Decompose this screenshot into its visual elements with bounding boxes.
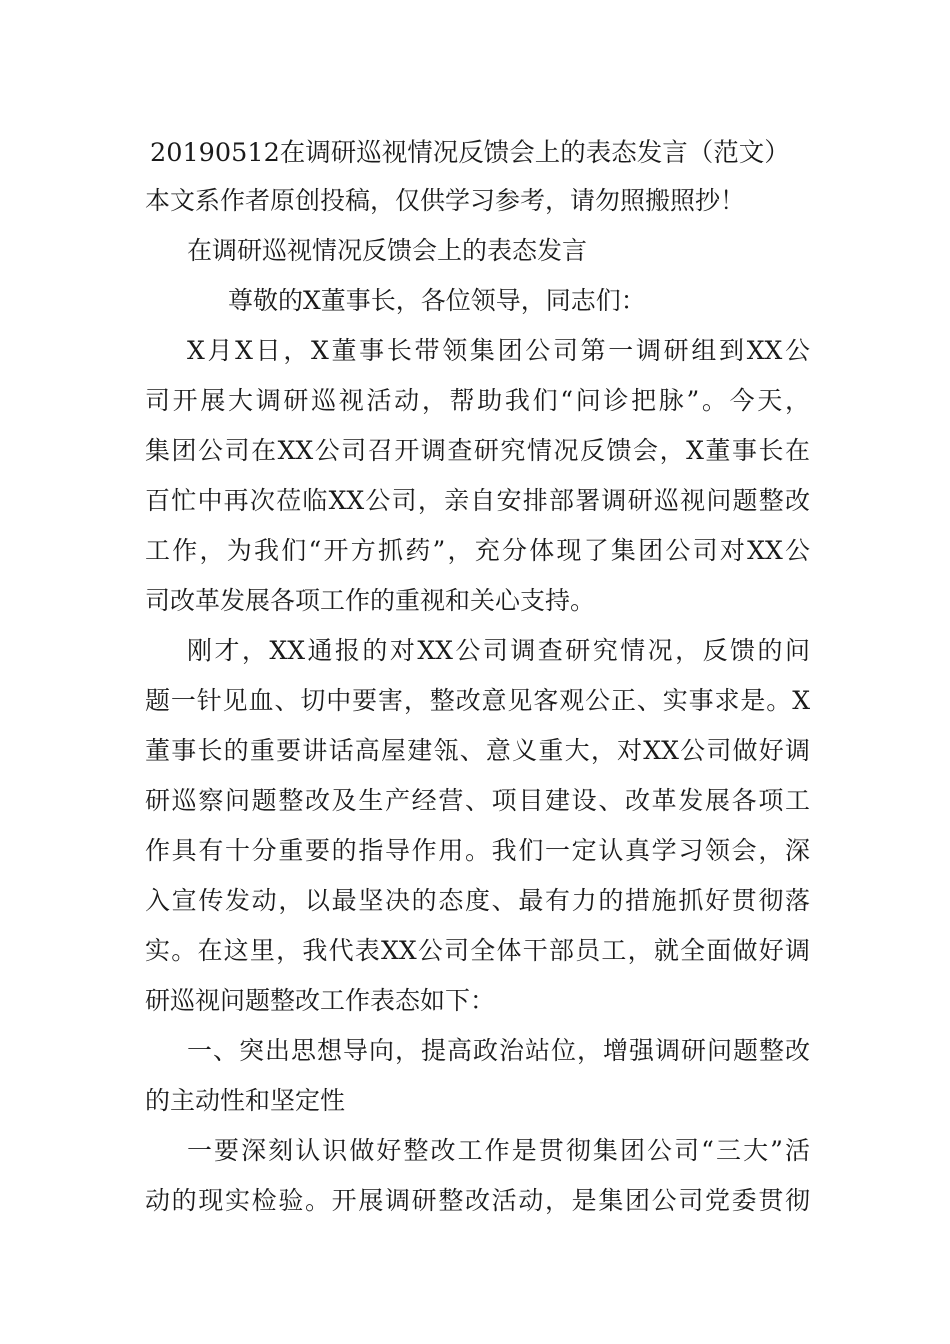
paragraph-line: X月X日，X董事长带领集团公司第一调研组到XX公 — [187, 336, 810, 365]
paragraph-line: 一要深刻认识做好整改工作是贯彻集团公司“三大”活 — [187, 1136, 810, 1165]
paragraph-line: 题一针见血、切中要害，整改意见客观公正、实事求是。X — [145, 686, 810, 715]
paragraph-line: 百忙中再次莅临XX公司，亲自安排部署调研巡视问题整改 — [145, 486, 810, 515]
section-heading-line: 的主动性和坚定性 — [145, 1086, 346, 1115]
paragraph-line: 工作，为我们“开方抓药”，充分体现了集团公司对XX公 — [145, 536, 810, 565]
paragraph-line: 司开展大调研巡视活动，帮助我们“问诊把脉”。今天， — [145, 386, 810, 415]
paragraph-line: 研巡视问题整改工作表态如下： — [145, 986, 496, 1015]
paragraph-line: 董事长的重要讲话高屋建瓴、意义重大，对XX公司做好调 — [145, 736, 810, 765]
speech-subtitle: 在调研巡视情况反馈会上的表态发言 — [187, 236, 588, 265]
copyright-notice: 本文系作者原创投稿，仅供学习参考，请勿照搬照抄！ — [145, 186, 746, 215]
paragraph-line: 研巡察问题整改及生产经营、项目建设、改革发展各项工 — [145, 786, 810, 815]
paragraph-line: 作具有十分重要的指导作用。我们一定认真学习领会，深 — [145, 836, 810, 865]
paragraph-line: 入宣传发动，以最坚决的态度、最有力的措施抓好贯彻落 — [145, 886, 810, 915]
salutation: 尊敬的X董事长，各位领导，同志们： — [228, 286, 646, 315]
paragraph-line: 司改革发展各项工作的重视和关心支持。 — [145, 586, 596, 615]
paragraph-line: 动的现实检验。开展调研整改活动，是集团公司党委贯彻 — [145, 1186, 810, 1215]
paragraph-line: 实。在这里，我代表XX公司全体干部员工，就全面做好调 — [145, 936, 810, 965]
paragraph-line: 刚才，XX通报的对XX公司调查研究情况，反馈的问 — [187, 636, 810, 665]
paragraph-line: 集团公司在XX公司召开调查研究情况反馈会，X董事长在 — [145, 436, 810, 465]
section-heading-line: 一、突出思想导向，提高政治站位，增强调研问题整改 — [187, 1036, 810, 1065]
document-title: 20190512在调研巡视情况反馈会上的表态发言（范文） — [150, 138, 790, 168]
